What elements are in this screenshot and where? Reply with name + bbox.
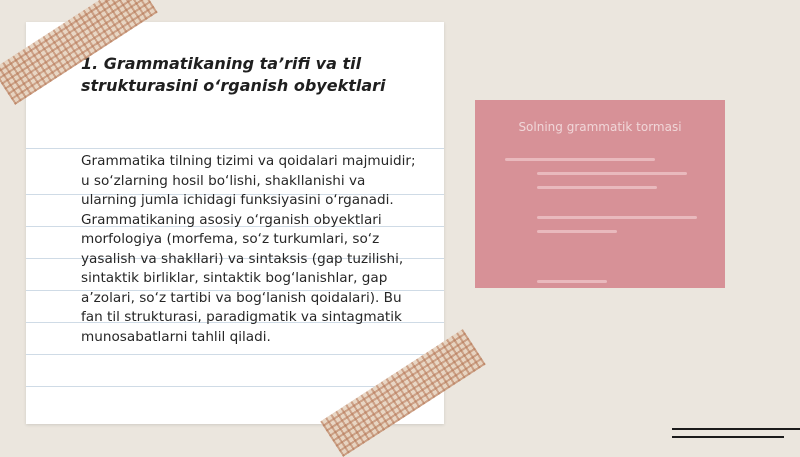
slide-body-text: Grammatika tilning tizimi va qoidalari majmuidir; u so‘zlarning hosil bo‘lishi, shakllanishi va ularning jumla ichidagi funksiyasini o‘rganadi. Grammatikaning asosiy o‘rganish obyektlari morfologiya (morfema, so‘z turkumlari, so‘z yasalish va shakllari) va sintaksis (gap tuzilishi, sintaktik birliklar, sintaktik bog‘lanishlar, gap a’zolari, so‘z tartibi va bog‘lanish qoidalari). Bu fan til strukturasi, paradigmatik va sintagmatik munosabatlarni tahlil qiladi.	[81, 153, 416, 345]
faded-text-line	[537, 216, 697, 219]
faded-image-panel	[475, 100, 725, 288]
faded-text-line	[537, 172, 687, 175]
decorative-line	[672, 428, 800, 430]
slide-title: 1. Grammatikaning ta’rifi va til strukturasini o‘rganish obyektlari	[81, 54, 386, 95]
paper-rule	[26, 354, 444, 355]
faded-text-line	[537, 280, 607, 283]
paper-rule	[26, 148, 444, 149]
faded-text-line	[537, 186, 657, 189]
decorative-line	[672, 436, 784, 438]
decorative-lines	[672, 424, 800, 444]
image-caption: Solning grammatik tormasi	[518, 120, 682, 134]
notebook-paper	[26, 22, 444, 424]
faded-text-line	[537, 230, 617, 233]
faded-text-line	[505, 158, 655, 161]
